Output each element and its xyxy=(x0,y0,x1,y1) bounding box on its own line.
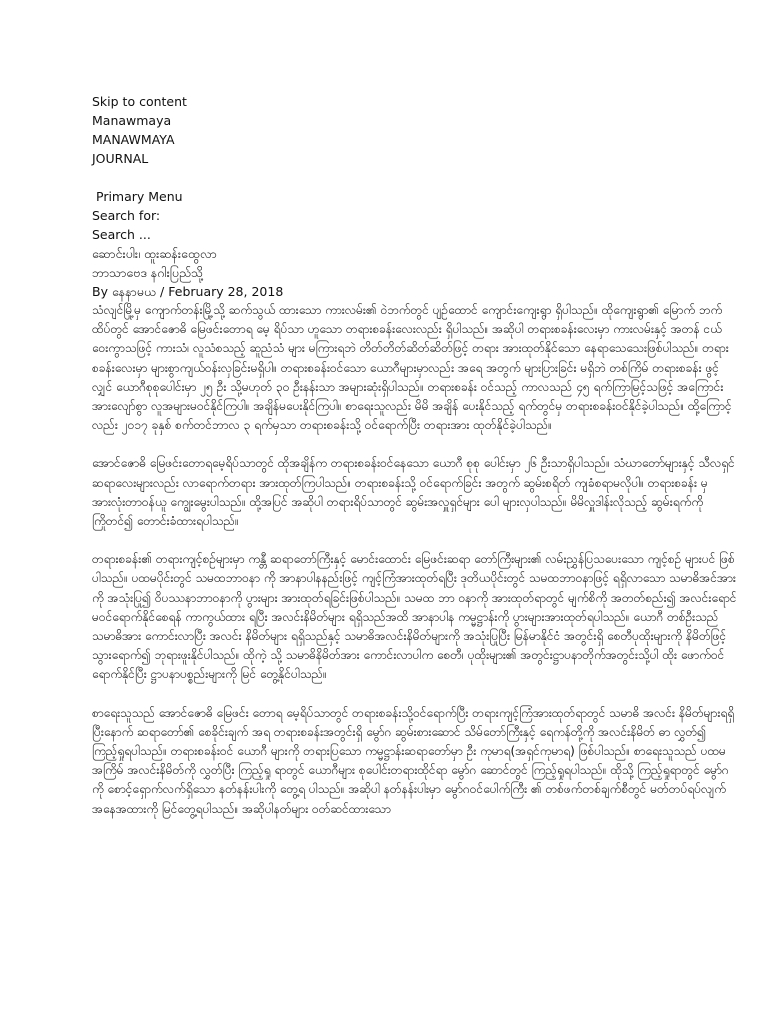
paragraph-gap xyxy=(92,685,738,704)
search-label: Search for: xyxy=(92,208,161,223)
site-tagline: JOURNAL xyxy=(92,151,149,166)
article-paragraph: စာရေးသူသည် အောင်ဇောဓိ မြေဖင်း တောရ မေ့ရိပ်သာတွင် တရားစခန်းသို့ဝင်ရောက်ပြီး တရားကျင့်ကြံအားထုတ်ရာတွင် သမာဓိ အလင်း နိမိတ်များရရှိပြီးနောက် ဆရာတော်၏ စေခိုင်းချက် အရ တရားစခန်းအတွင်းရှိ မွော်ဂ ဆွမ်းစားဆောင် သိမ်တော်ကြီးနှင့် ရေကန်တို့ကို အလင်းနိမိတ် ဓာ လွှတ်၍ ကြည့်ရှုရပါသည်။ တရားစခန်းဝင် ယောဂီ များကို တရားပြသော ကမ္မဋ္ဌာန်းဆရာတော်မှာ ဦး ကုမာရ(အရှင်ကုမာရ) ဖြစ်ပါသည်။ စာရေးသူသည် ပထမအကြိမ် အလင်းနိမိတ်ကို လွှတ်ပြီး ကြည့်ရှု ရာတွင် ယောဂီများ စုပေါင်းတရားထိုင်ရာ မွော်ဂ ဆောင်တွင် ကြည့်ရှုရပါသည်။ ထိုသို့ ကြည့်ရှုရာတွင် မွော်ဂ ကို စောင့်ရှောက်လက်ရှိသော နတ်နန်းပါးကို တွေ့ရ ပါသည်။ အဆိုပါ နတ်နန်းပါးမှာ မွော်ဂဝင်ပေါက်ကြီး ၏ တစ်ဖက်တစ်ချက်စီတွင် မတ်တပ်ရပ်လျက် အနေအထားကို မြင်တွေ့ရပါသည်။ အဆိုပါနတ်များ ဝတ်ဆင်ထားသော xyxy=(92,705,735,816)
article-paragraph: တရားစခန်း၏ တရားကျင့်စဉ်များမှာ ကန္တီ ဆရာတော်ကြီးနှင့် မောင်းထောင်း မြေဖင်းဆရာ တော်ကြီးများ၏ လမ်းညွှန်ပြသပေးသော ကျင့်စဉ် များပင် ဖြစ်ပါသည်။ ပထမပိုင်းတွင် သမထဘာဝနာ ကို အာနာပါနနည်းဖြင့် ကျင့်ကြံအားထုတ်ရပြီး ဒုတိယပိုင်းတွင် သမထဘာဝနာဖြင့် ရရှိလာသော သမာဓိအင်အားကို အသုံးပြု၍ ဝိပဿနာဘာဝနာကို ပွားများ အားထုတ်ရခြင်းဖြစ်ပါသည်။ သမထ ဘာ ဝနာကို အားထုတ်ရာတွင် မျက်စိကို အတတ်စည်း၍ အလင်းရောင် မဝင်ရောက်နိုင်စေရန် ကာကွယ်ထား ရပြီး အလင်းနိမိတ်များ ရရှိသည်အထိ အာနာပါန ကမ္မဋ္ဌာန်းကို ပွားများအားထုတ်ရပါသည်။ ယောဂီ တစ်ဦးသည် သမာဓိအား ကောင်းလာပြီး အလင်း နိမိတ်များ ရရှိသည်နှင့် သမာဓိအလင်းနိမိတ်များကို အသုံးပြုပြီး မြန်မာနိုင်ငံ အတွင်းရှိ စေတီပုထိုးများကို နိမိတ်ဖြင့် သွားရောက်၍ ဘုရားဖူးနိုင်ပါသည်။ ထိုကဲ့ သို့ သမာဓိနိမိတ်အား ကောင်းလာပါက စေတီ၊ ပုထိုးများ၏ အတွင်းဋ္ဌာပနာတိုက်အတွင်းသို့ပါ ထိုး ဖောက်ဝင်ရောက်နိုင်ပြီး ဋ္ဌာပနာပစ္စည်းများကို မြင် တွေ့နိုင်ပါသည်။ xyxy=(92,552,737,682)
site-name-caps[interactable]: MANAWMAYA xyxy=(92,132,175,147)
skip-to-content-link[interactable]: Skip to content xyxy=(92,94,187,109)
article-paragraph: သံလျင်မြို့မှ ကျောက်တန်းမြို့သို့ ဆက်သွယ် ထားသော ကားလမ်း၏ ဝဲဘက်တွင် ပျဉ်ထောင် ကျောင်းကျေးရွာ ရှိပါသည်။ ထိုကျေးရွာ၏ မြောက် ဘက်ထိပ်တွင် အောင်ဇောဓိ မြေဖင်းတောရ မေ့ ရိပ်သာ ဟူသော တရားစခန်းလေးလည်း ရှိပါသည်။ အဆိုပါ တရားစခန်းလေးမှာ ကားလမ်းနှင့် အတန် ငယ်ဝေးကွာသဖြင့် ကားသံ၊ လူသံစသည့် ဆူညံသံ များ မကြားရဘဲ တိတ်တိတ်ဆိတ်ဆိတ်ဖြင့် တရား အားထုတ်နိုင်သော နေရာသေသေးဖြစ်ပါသည်။ တရားစခန်းလေးမှာ များစွာကျယ်ဝန်းလှခြင်းမရှိပါ။ တရားစခန်းဝင်သော ယောဂီများမှာလည်း အရေ အတွက် များပြားခြင်း မရှိဘဲ တစ်ကြိမ် တရားစခန်း ဖွင့်လျှင် ယောဂီစုစုပေါင်းမှာ ၂၅ ဦး သို့မဟုတ် ၃၀ ဦးနန်းသာ အများဆုံးရှိပါသည်။ တရားစခန်း ဝင်သည့် ကာလသည် ၄၅ ရက်ကြာမြင့်သဖြင့် အကြောင်းအားလျော်စွာ လူအများမဝင်နိုင်ကြပါ။ အချိန်မပေးနိုင်ကြပါ။ စာရေးသူလည်း မိမိ အချိန် ပေးနိုင်သည့် ရက်တွင်မှ တရားစခန်းဝင်နိုင်ခဲ့ပါသည်။ ထို့ကြောင့်လည်း ၂၀၁၇ ခုနှစ် စက်တင်ဘာလ ၃ ရက်မှသာ တရားစခန်းသို့ ဝင်ရောက်ပြီး တရားအား ထုတ်နိုင်ခဲ့ပါသည်။ xyxy=(92,303,732,433)
paragraph-gap xyxy=(92,435,738,454)
primary-menu-toggle[interactable]: Primary Menu xyxy=(96,189,183,204)
article-byline: By နေနာမယ / February 28, 2018 xyxy=(92,284,284,299)
article-title: ဘာသာဗေဒ နဂါးပြည်သို့ xyxy=(92,265,204,280)
site-name[interactable]: Manawmaya xyxy=(92,113,172,128)
article-paragraph: အောင်ဇောဓိ မြေဖင်းတောရမေ့ရိပ်သာတွင် ထိုအချိန်က တရားစခန်းဝင်နေသော ယောဂီ စုစု ပေါင်းမှာ ၂၆ ဦးသာရှိပါသည်။ သံဃာတော်များနှင့် သီလရှင် ဆရာလေးများလည်း လာရောက်တရား အားထုတ်ကြပါသည်။ တရားစခန်းသို့ ဝင်ရောက်ခြင်း အတွက် ဆွမ်းစရိတ် ကျခံစရာမလိုပါ။ တရားစခန်း မှ အားလုံးတာဝန်ယူ ကျွေးမွေးပါသည်။ ထို့အပြင် အဆိုပါ တရားရိပ်သာတွင် ဆွမ်းအလှူရှင်များ ပေါ များလှပါသည်။ မိမိလှူဒါန်းလိုသည့် ဆွမ်းရက်ကို ကြိုတင်၍ တောင်းခံထားရပါသည်။ xyxy=(92,456,735,529)
paragraph-gap xyxy=(92,531,738,550)
search-input[interactable]: Search ... xyxy=(92,227,151,242)
header-spacer xyxy=(92,168,738,187)
article-category[interactable]: ဆောင်းပါး၊ ထူးဆန်းထွေလာ xyxy=(92,246,217,261)
